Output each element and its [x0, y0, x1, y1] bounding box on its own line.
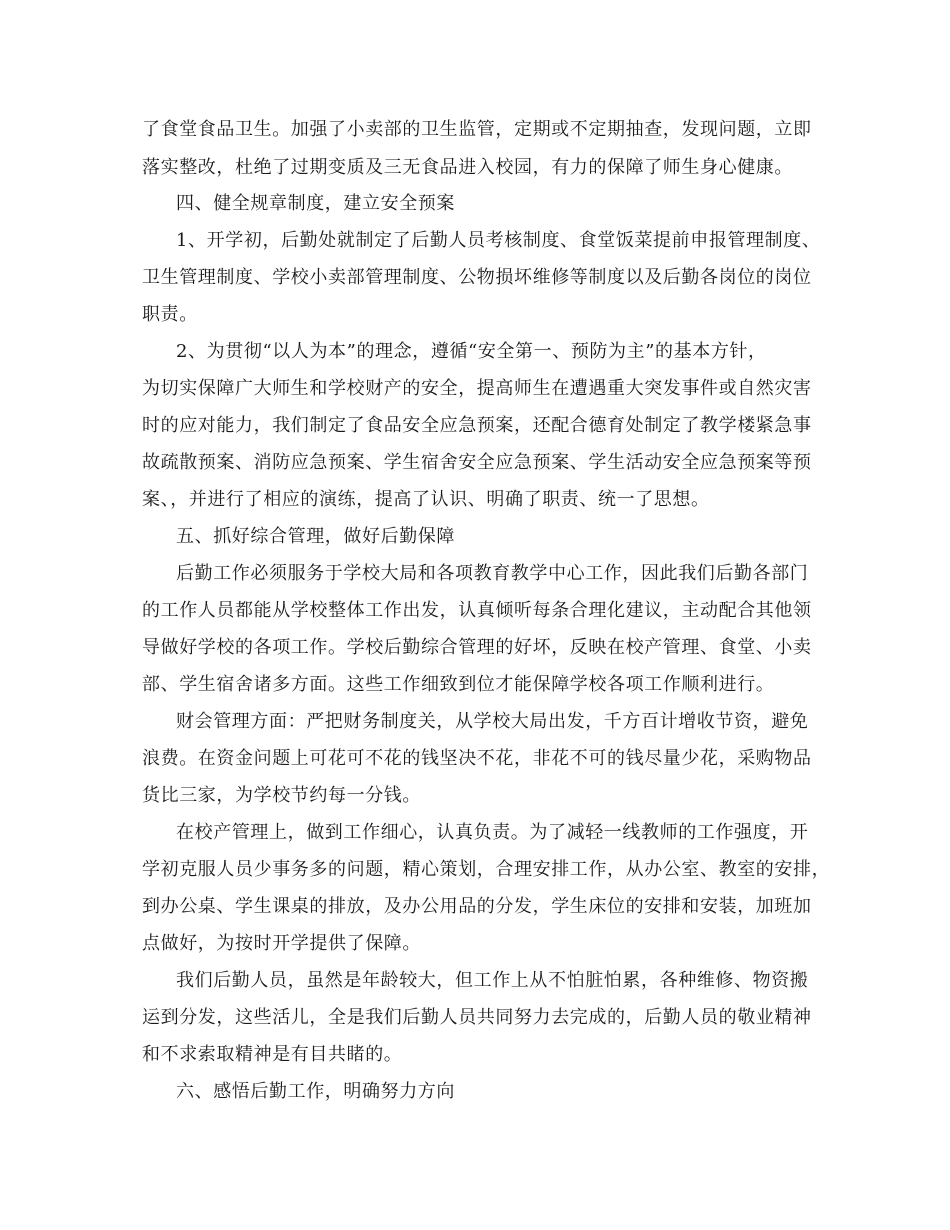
text-line: 案、，并进行了相应的演练，提高了认识、明确了职责、统一了思想。	[142, 489, 710, 510]
section-heading: 六、感悟后勤工作，明确努力方向	[176, 1081, 455, 1102]
text-line: 卫生管理制度、学校小卖部管理制度、公物损坏维修等制度以及后勤各岗位的岗位	[142, 267, 812, 288]
text-line: 在校产管理上，做到工作细心，认真负责。为了减轻一线教师的工作强度，开	[176, 822, 809, 843]
text-line: 的工作人员都能从学校整体工作出发，认真倾听每条合理化建议，主动配合其他领	[142, 600, 812, 621]
text-line: 落实整改，杜绝了过期变质及三无食品进入校园，有力的保障了师生身心健康。	[142, 157, 793, 178]
text-line: 时的应对能力，我们制定了食品安全应急预案，还配合德育处制定了教学楼紧急事	[142, 415, 812, 436]
text-line: 货比三家，为学校节约每一分钱。	[142, 785, 421, 806]
text-line: 运到分发，这些活儿，全是我们后勤人员共同努力去完成的，后勤人员的敬业精神	[142, 1007, 812, 1028]
text-line: 2、为贯彻“以人为本”的理念，遵循“安全第一、预防为主”的基本方针，	[176, 341, 767, 362]
text-line: 到办公桌、学生课桌的排放，及办公用品的分发，学生床位的安排和安装，加班加	[142, 896, 812, 917]
text-line: 点做好，为按时开学提供了保障。	[142, 933, 421, 954]
text-line: 故疏散预案、消防应急预案、学生宿舍安全应急预案、学生活动安全应急预案等预	[142, 452, 812, 473]
section-heading: 四、健全规章制度，建立安全预案	[176, 193, 455, 214]
text-line: 为切实保障广大师生和学校财产的安全，提高师生在遭遇重大突发事件或自然灾害	[142, 378, 812, 399]
text-line: 我们后勤人员，虽然是年龄较大，但工作上从不怕脏怕累，各种维修、物资搬	[176, 970, 809, 991]
text-line: 和不求索取精神是有目共睹的。	[142, 1044, 403, 1065]
text-line: 职责。	[142, 304, 198, 325]
section-heading: 五、抓好综合管理，做好后勤保障	[176, 526, 455, 547]
text-line: 财会管理方面：严把财务制度关，从学校大局出发，千方百计增收节资，避免	[176, 711, 809, 732]
text-line: 后勤工作必须服务于学校大局和各项教育教学中心工作，因此我们后勤各部门	[176, 563, 809, 584]
text-line: 部、学生宿舍诸多方面。这些工作细致到位才能保障学校各项工作顺利进行。	[142, 674, 775, 695]
text-line: 浪费。在资金问题上可花可不花的钱坚决不花，非花不可的钱尽量少花，采购物品	[142, 748, 812, 769]
text-line: 导做好学校的各项工作。学校后勤综合管理的好坏，反映在校产管理、食堂、小卖	[142, 637, 812, 658]
text-line: 了食堂食品卫生。加强了小卖部的卫生监管，定期或不定期抽查，发现问题，立即	[142, 119, 812, 140]
text-line: 学初克服人员少事务多的问题，精心策划，合理安排工作，从办公室、教室的安排，	[142, 859, 831, 880]
text-line: 1、开学初，后勤处就制定了后勤人员考核制度、食堂饭菜提前申报管理制度、	[176, 230, 821, 251]
